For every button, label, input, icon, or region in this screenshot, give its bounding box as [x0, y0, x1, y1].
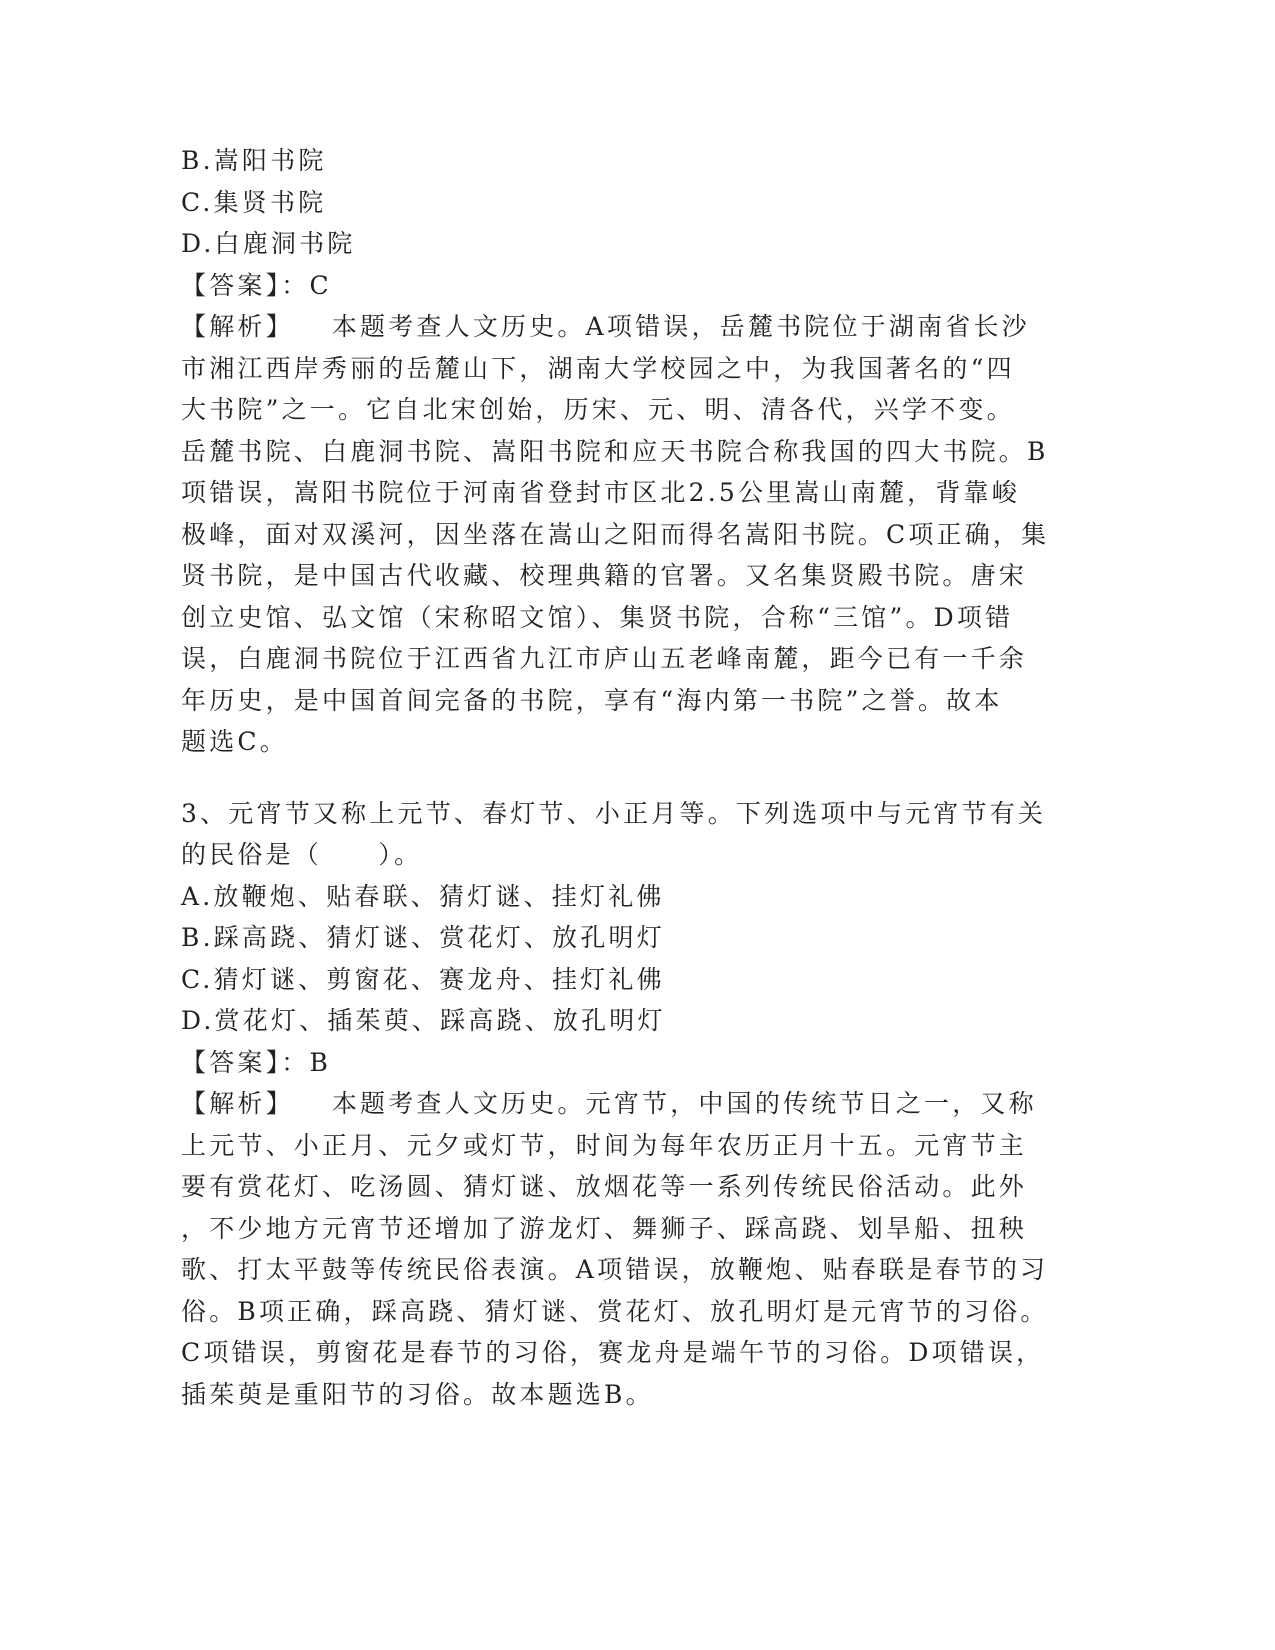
question-spacer [181, 763, 1051, 793]
q3-option-d: D.赏花灯、插茱萸、踩高跷、放孔明灯 [181, 1006, 666, 1035]
q3-option-a: A.放鞭炮、贴春联、猜灯谜、挂灯礼佛 [181, 881, 665, 911]
q2-analysis-line: 年历史，是中国首间完备的书院，享有“海内第一书院”之誉。故本 [181, 685, 1003, 715]
q2-analysis-line: 题选C。 [181, 727, 288, 756]
q3-analysis-line: 要有赏花灯、吃汤圆、猜灯谜、放烟花等一系列传统民俗活动。此外 [181, 1172, 1028, 1201]
q3-analysis-label: 【解析】 [181, 1089, 294, 1118]
q3-analysis-line: 俗。B项正确，踩高跷、猜灯谜、赏花灯、放孔明灯是元宵节的习俗。 [181, 1296, 1049, 1326]
q2-analysis-line: 市湘江西岸秀丽的岳麓山下，湖南大学校园之中，为我国著名的“四 [181, 353, 1015, 383]
q2-analysis-text: 本题考查人文历史。A项错误，岳麓书院位于湖南省长沙 [331, 312, 1030, 341]
q2-analysis-line: 创立史馆、弘文馆（宋称昭文馆）、集贤书院，合称“三馆”。D项错 [181, 602, 1014, 632]
q3-analysis-line: 歌、打太平鼓等传统民俗表演。A项错误，放鞭炮、贴春联是春节的习 [181, 1255, 1049, 1284]
q2-option-d: D.白鹿洞书院 [181, 229, 356, 258]
q2-analysis-label: 【解析】 [181, 312, 294, 341]
q2-answer: 【答案】：C [181, 270, 332, 300]
q3-option-b: B.踩高跷、猜灯谜、赏花灯、放孔明灯 [181, 923, 665, 952]
q3-analysis-line: 上元节、小正月、元夕或灯节，时间为每年农历正月十五。元宵节主 [181, 1130, 1028, 1160]
q3-analysis-line: 插茱萸是重阳节的习俗。故本题选B。 [181, 1379, 654, 1409]
q2-analysis-line: 误，白鹿洞书院位于江西省九江市庐山五老峰南麓，距今已有一千余 [181, 644, 1028, 673]
q2-analysis-line: 极峰，面对双溪河，因坐落在嵩山之阳而得名嵩阳书院。C项正确，集 [181, 519, 1050, 549]
q3-analysis-line: ，不少地方元宵节还增加了游龙灯、舞狮子、踩高跷、划旱船、扭秧 [181, 1213, 1028, 1243]
q3-stem-line: 3、元宵节又称上元节、春灯节、小正月等。下列选项中与元宵节有关 [181, 798, 1047, 828]
q2-analysis-line: 贤书院，是中国古代收藏、校理典籍的官署。又名集贤殿书院。唐宋 [181, 561, 1028, 590]
q3-stem-line: 的民俗是（ ）。 [181, 840, 423, 869]
q3-analysis-text: 本题考查人文历史。元宵节，中国的传统节日之一，又称 [331, 1089, 1037, 1118]
q2-analysis-line: 项错误，嵩阳书院位于河南省登封市区北2.5公里嵩山南麓，背靠峻 [181, 478, 1020, 507]
q3-option-c: C.猜灯谜、剪窗花、赛龙舟、挂灯礼佛 [181, 964, 665, 994]
q2-option-b: B.嵩阳书院 [181, 146, 327, 175]
document-page [181, 140, 1051, 1415]
q3-analysis-line [181, 1083, 1051, 1125]
q2-analysis-line: 岳麓书院、白鹿洞书院、嵩阳书院和应天书院合称我国的四大书院。B [181, 436, 1049, 466]
q3-analysis-line: C项错误，剪窗花是春节的习俗，赛龙舟是端午节的习俗。D项错误， [181, 1338, 1045, 1367]
q2-analysis-line [181, 306, 1051, 348]
q2-option-c: C.集贤书院 [181, 187, 327, 217]
q3-answer: 【答案】：B [181, 1047, 332, 1077]
q2-analysis-line: 大书院”之一。它自北宋创始，历宋、元、明、清各代，兴学不变。 [181, 395, 1015, 424]
